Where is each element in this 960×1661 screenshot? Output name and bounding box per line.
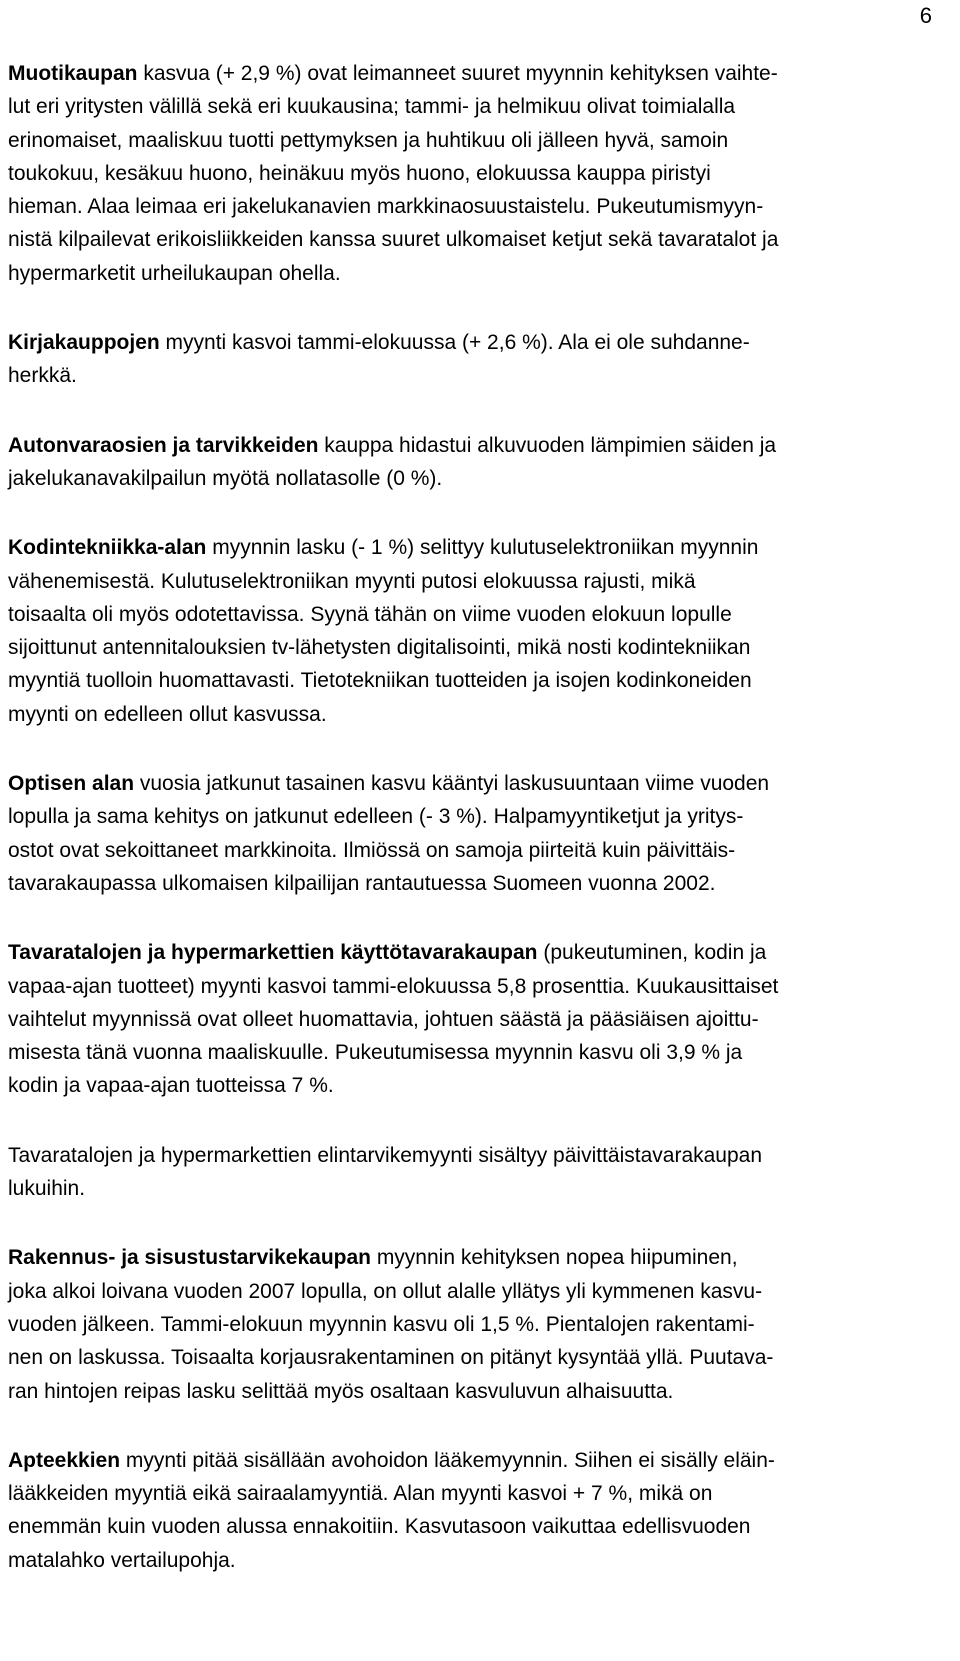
paragraph-lead: Autonvaraosien ja tarvikkeiden xyxy=(8,433,319,457)
paragraph-text: myynnin kehityksen nopea hiipuminen, joka alkoi loivana vuoden 2007 lopulla, on ollut alalle yllätys yli kymmenen kasvu- vuoden jälkeen. Tammi-elokuun myynnin kasvu oli 1,5 %. Pientalojen rakentami- nen on laskussa. Toisaalta korjausrakentaminen on pitänyt kysyntää yllä. Puutava- ran hintojen reipas lasku selittää myös osaltaan kasvuluvun alhaisuutta. xyxy=(8,1246,774,1403)
paragraph-text: kauppa hidastui alkuvuoden lämpimien säiden ja jakelukanavakilpailun myötä nollatasolle (0 %). xyxy=(8,433,777,490)
paragraph-apteekit xyxy=(8,1444,938,1577)
paragraph-autonvaraosat xyxy=(8,429,938,496)
paragraph-lead: Tavaratalojen ja hypermarkettien käyttötavarakaupan xyxy=(8,941,538,965)
paragraph-text: kasvua (+ 2,9 %) ovat leimanneet suuret myynnin kehityksen vaihte- lut eri yritysten välillä sekä eri kuukausina; tammi- ja helmikuu olivat toimialalla erinomaiset, maaliskuu tuotti pettymyksen ja huhtikuu oli jälleen hyvä, samoin toukokuu, kesäkuu huono, heinäkuu myös huono, elokuussa kauppa piristyi hieman. Alaa leimaa eri jakelukanavien markkinaosuustaistelu. Pukeutumismyyn- nistä kilpailevat erikoisliikkeiden kanssa suuret ulkomaiset ketjut sekä tavaratalot ja hypermarketit urheilukaupan ohella. xyxy=(8,62,779,285)
paragraph-tavaratalot-kayttotavara xyxy=(8,936,938,1102)
paragraph-text: myynti kasvoi tammi-elokuussa (+ 2,6 %). Ala ei ole suhdanne- herkkä. xyxy=(8,331,750,388)
paragraph-lead: Kirjakauppojen xyxy=(8,331,160,355)
paragraph-lead: Apteekkien xyxy=(8,1448,121,1472)
paragraph-optinen-ala xyxy=(8,767,938,900)
document-body xyxy=(8,57,938,1613)
paragraph-muotikauppa xyxy=(8,57,938,290)
paragraph-lead: Muotikaupan xyxy=(8,62,138,85)
paragraph-text: myynti pitää sisällään avohoidon lääkemyynnin. Siihen ei sisälly eläin- lääkkeiden myyntiä eikä sairaalamyyntiä. Alan myynti kasvoi + 7 %, mikä on enemmän kuin vuoden alussa ennakoitiin. Kasvutasoon vaikuttaa edellisvuoden matalahko vertailupohja. xyxy=(8,1448,775,1572)
paragraph-text: myynnin lasku (- 1 %) selittyy kulutuselektroniikan myynnin vähenemisestä. Kulutuselektroniikan myynti putosi elokuussa rajusti, mikä toisaalta oli myös odotettavissa. Syynä tähän on viime vuoden elokuun lopulle sijoittunut antennitalouksien tv-lähetysten digitalisointi, mikä nosti kodintekniikan myyntiä tuolloin huomattavasti. Tietotekniikan tuotteiden ja isojen kodinkoneiden myynti on edelleen ollut kasvussa. xyxy=(8,536,759,726)
page-number: 6 xyxy=(919,3,932,28)
paragraph-tavaratalot-elintarvike xyxy=(8,1139,938,1206)
paragraph-lead: Optisen alan xyxy=(8,772,135,796)
paragraph-rakennustarvike xyxy=(8,1241,938,1407)
paragraph-text: Tavaratalojen ja hypermarkettien elintarvikemyynti sisältyy päivittäistavarakaupan lukuihin. xyxy=(8,1143,763,1201)
paragraph-kirjakaupat xyxy=(8,326,938,393)
paragraph-text: vuosia jatkunut tasainen kasvu kääntyi laskusuuntaan viime vuoden lopulla ja sama kehitys on jatkunut edelleen (- 3 %). Halpamyyntiketjut ja yritys- ostot ovat sekoittaneet markkinoita. Ilmiössä on samoja piirteitä kuin päivittäis- tavarakaupassa ulkomaisen kilpailijan rantautuessa Suomeen vuonna 2002. xyxy=(8,772,770,895)
paragraph-lead: Rakennus- ja sisustustarvikekaupan xyxy=(8,1246,371,1270)
paragraph-text: (pukeutuminen, kodin ja vapaa-ajan tuotteet) myynti kasvoi tammi-elokuussa 5,8 prosenttia. Kuukausittaiset vaihtelut myynnissä ovat olleet huomattavia, johtuen säästä ja pääsiäisen ajoittu- misesta tänä vuonna maaliskuulle. Pukeutumisessa myynnin kasvu oli 3,9 % ja kodin ja vapaa-ajan tuotteissa 7 %. xyxy=(8,941,779,1098)
paragraph-lead: Kodintekniikka-alan xyxy=(8,536,207,560)
paragraph-kodintekniikka xyxy=(8,531,938,731)
